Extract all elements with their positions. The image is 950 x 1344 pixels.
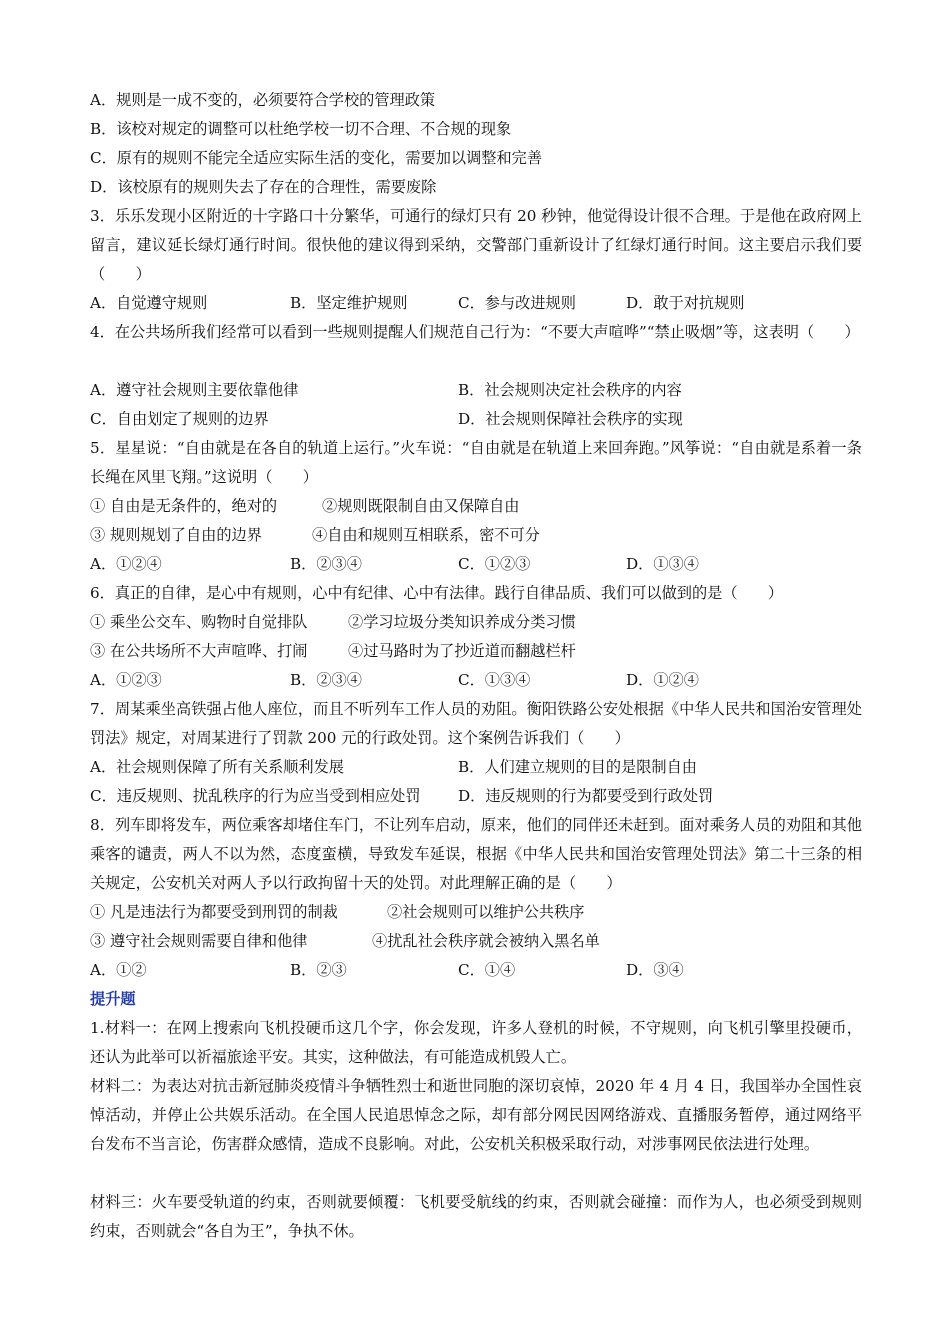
- q5-options: [90, 550, 862, 579]
- q6-statement-2: ②学习垃圾分类知识养成分类习惯: [348, 613, 576, 631]
- q8-options: [90, 956, 862, 985]
- q6-statements-row2: [90, 637, 862, 666]
- q8-statement-1: ① 凡是违法行为都要受到刑罚的制裁: [90, 903, 338, 921]
- q8-statements-row1: [90, 898, 862, 927]
- q7-options-row2: [90, 782, 862, 811]
- q4-stem: 4．在公共场所我们经常可以看到一些规则提醒人们规范自己行为：“不要大声喧哗”“禁止吸烟”等，这表明（ ）: [90, 323, 860, 341]
- exam-page: [90, 86, 862, 1246]
- q8-option-c: C．①④: [458, 961, 516, 979]
- q2-option-b: B．该校对规定的调整可以杜绝学校一切不合理、不合规的现象: [90, 120, 512, 138]
- q8-stem: 8．列车即将发车，两位乘客却堵住车门，不让列车启动，原来，他们的同伴还未赶到。面对乘务人员的劝阻和其他乘客的谴责，两人不以为然，态度蛮横，导致发车延误，根据《中华人民共和国治安管理处罚法》第二十三条的相关规定，公安机关对两人予以行政拘留十天的处罚。对此理解正确的是（ ）: [90, 816, 862, 892]
- material-2: 材料二：为表达对抗击新冠肺炎疫情斗争牺牲烈士和逝世同胞的深切哀悼，2020 年 4 月 4 日，我国举办全国性哀悼活动，并停止公共娱乐活动。在全国人民追思悼念之际，却有部分网民因网络游戏、直播服务暂停，通过网络平台发布不当言论，伤害群众感情，造成不良影响。对此，公安机关积极采取行动，对涉事网民依法进行处理。: [90, 1077, 862, 1153]
- q6-option-a: A．①②③: [90, 671, 162, 689]
- q6-option-d: D．①②④: [626, 671, 699, 689]
- q5-option-c: C．①②③: [458, 555, 531, 573]
- q5-statement-4: ④自由和规则互相联系，密不可分: [312, 526, 540, 544]
- material-3: 材料三：火车要受轨道的约束，否则就要倾覆：飞机要受航线的约束，否则就会碰撞：而作为人，也必须受到规则约束，否则就会“各自为王”，争执不休。: [90, 1193, 862, 1240]
- q4-option-b: B．社会规则决定社会秩序的内容: [458, 381, 682, 399]
- q5-option-a: A．①②④: [90, 555, 162, 573]
- q8-statement-4: ④扰乱社会秩序就会被纳入黑名单: [372, 932, 600, 950]
- q6-statement-4: ④过马路时为了抄近道而翻越栏杆: [348, 642, 576, 660]
- q2-option-c: C．原有的规则不能完全适应实际生活的变化，需要加以调整和完善: [90, 149, 543, 167]
- q3-option-c: C．参与改进规则: [458, 294, 576, 312]
- q8-statement-2: ②社会规则可以维护公共秩序: [387, 903, 585, 921]
- q6-statements-row1: [90, 608, 862, 637]
- q7-options-row1: [90, 753, 862, 782]
- q8-statements-row2: [90, 927, 862, 956]
- q7-option-a: A．社会规则保障了所有关系顺利发展: [90, 758, 344, 776]
- q6-option-b: B．②③④: [290, 671, 362, 689]
- q3-options: [90, 289, 862, 318]
- q7-option-b: B．人们建立规则的目的是限制自由: [458, 758, 697, 776]
- q7-option-c: C．违反规则、扰乱秩序的行为应当受到相应处罚: [90, 787, 421, 805]
- q7-stem: 7．周某乘坐高铁强占他人座位，而且不听列车工作人员的劝阻。衡阳铁路公安处根据《中华人民共和国治安管理处罚法》规定，对周某进行了罚款 200 元的行政处罚。这个案例告诉我们（ ）: [90, 700, 862, 747]
- q5-statement-1: ① 自由是无条件的，绝对的: [90, 497, 278, 515]
- q3-stem: 3．乐乐发现小区附近的十字路口十分繁华，可通行的绿灯只有 20 秒钟，他觉得设计很不合理。于是他在政府网上留言，建议延长绿灯通行时间。很快他的建议得到采纳，交警部门重新设计了红绿灯通行时间。这主要启示我们要（ ）: [90, 207, 862, 283]
- q6-option-c: C．①③④: [458, 671, 531, 689]
- q7-option-d: D．违反规则的行为都要受到行政处罚: [458, 787, 714, 805]
- q4-option-c: C．自由划定了规则的边界: [90, 410, 269, 428]
- q3-option-a: A．自觉遵守规则: [90, 294, 208, 312]
- q8-statement-3: ③ 遵守社会规则需要自律和他律: [90, 932, 308, 950]
- q6-options: [90, 666, 862, 695]
- q4-option-a: A．遵守社会规则主要依靠他律: [90, 381, 299, 399]
- q5-option-d: D．①③④: [626, 555, 699, 573]
- q8-option-a: A．①②: [90, 961, 147, 979]
- q5-statement-2: ②规则既限制自由又保障自由: [322, 497, 520, 515]
- q6-statement-3: ③ 在公共场所不大声喧哗、打闹: [90, 642, 308, 660]
- q5-option-b: B．②③④: [290, 555, 362, 573]
- q4-options-row1: [90, 376, 862, 405]
- q2-option-a: A．规则是一成不变的，必须要符合学校的管理政策: [90, 91, 436, 109]
- q2-option-d: D．该校原有的规则失去了存在的合理性，需要废除: [90, 178, 437, 196]
- q5-stem: 5．星星说：“自由就是在各自的轨道上运行。”火车说：“自由就是在轨道上来回奔跑。”风筝说：“自由就是系着一条长绳在风里飞翔。”这说明（ ）: [90, 439, 862, 486]
- q4-option-d: D．社会规则保障社会秩序的实现: [458, 410, 683, 428]
- section-title: 提升题: [90, 990, 136, 1008]
- q5-statements-row2: [90, 521, 862, 550]
- q5-statement-3: ③ 规则规划了自由的边界: [90, 526, 262, 544]
- q3-option-b: B．坚定维护规则: [290, 294, 408, 312]
- q6-stem: 6．真正的自律，是心中有规则，心中有纪律、心中有法律。践行自律品质、我们可以做到的是（ ）: [90, 584, 784, 602]
- q8-option-d: D．③④: [626, 961, 684, 979]
- q3-option-d: D．敢于对抗规则: [626, 294, 745, 312]
- material-1: 1.材料一：在网上搜索向飞机投硬币这几个字，你会发现，许多人登机的时候，不守规则，向飞机引擎里投硬币，还认为此举可以祈福旅途平安。其实，这种做法，有可能造成机毁人亡。: [90, 1019, 862, 1066]
- q8-option-b: B．②③: [290, 961, 347, 979]
- q5-statements-row1: [90, 492, 862, 521]
- q6-statement-1: ① 乘坐公交车、购物时自觉排队: [90, 613, 308, 631]
- q4-options-row2: [90, 405, 862, 434]
